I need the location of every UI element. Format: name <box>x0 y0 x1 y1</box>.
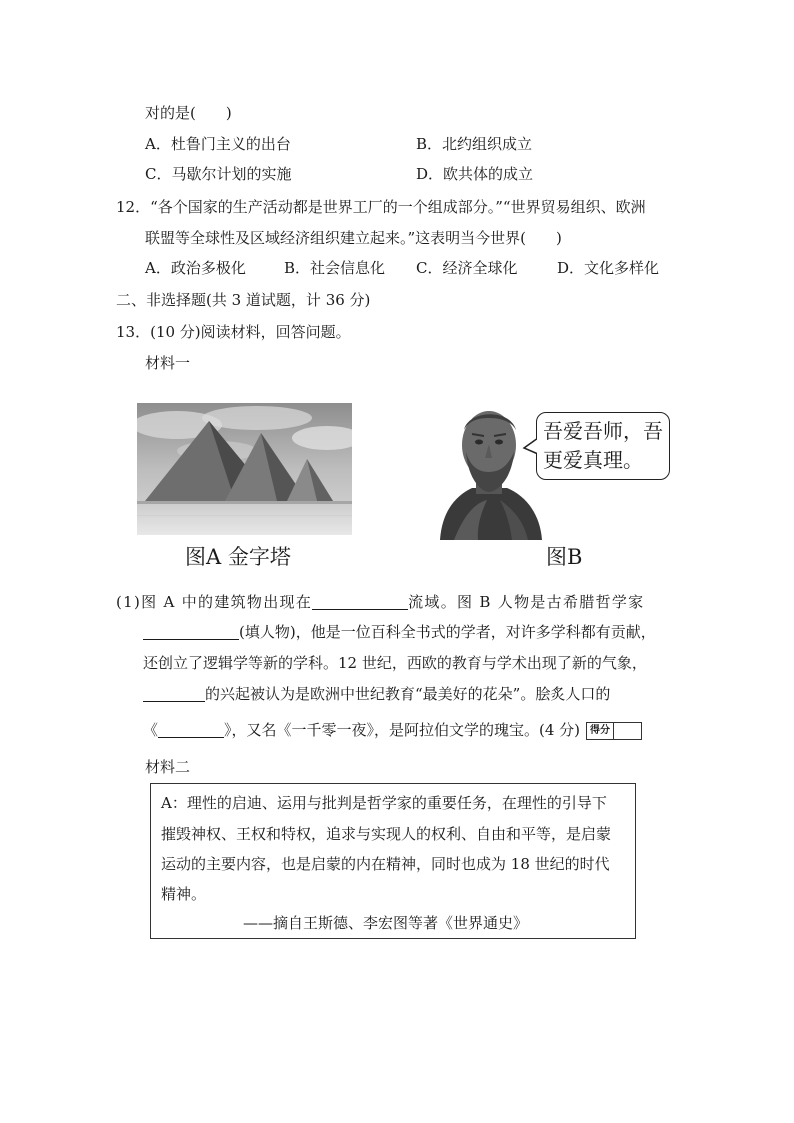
q12-option-d[interactable]: D．文化多样化 <box>557 259 660 277</box>
q11-stem-tail: 对的是( ) <box>145 104 232 122</box>
q11-option-b[interactable]: B．北约组织成立 <box>416 135 533 153</box>
speech-bubble <box>536 412 670 480</box>
part1-line1 <box>116 592 645 612</box>
score-box-label: 得分 <box>587 723 614 739</box>
q12-stem-line1: 12．“各个国家的生产活动都是世界工厂的一个组成部分。”“世界贸易组织、欧洲 <box>116 198 646 216</box>
part1-line2 <box>143 622 656 642</box>
figure-b-caption: 图B <box>546 545 583 569</box>
speech-bubble-text: 吾爱吾师，吾更爱真理。 <box>543 419 663 472</box>
score-box[interactable] <box>586 722 642 740</box>
q12-option-b[interactable]: B．社会信息化 <box>284 259 386 277</box>
quote-line3: 运动的主要内容，也是启蒙的内在精神，同时也成为 18 世纪的时代 <box>161 855 610 873</box>
answer-blank-university[interactable] <box>143 685 205 702</box>
quote-line4: 精神。 <box>161 885 207 903</box>
part1-line5-a: 《 <box>143 721 159 739</box>
material2-quote-box <box>150 783 636 939</box>
part1-line4-text: 的兴起被认为是欧洲中世纪教育“最美好的花朵”。脍炙人口的 <box>205 685 611 703</box>
q11-option-a[interactable]: A．杜鲁门主义的出台 <box>145 135 291 153</box>
quote-source: ——摘自王斯德、李宏图等著《世界通史》 <box>243 914 529 932</box>
q12-option-a[interactable]: A．政治多极化 <box>145 259 246 277</box>
material2-label: 材料二 <box>145 758 191 776</box>
q12-option-c[interactable]: C．经济全球化 <box>416 259 518 277</box>
part1-line5-b: 》，又名《一千零一夜》，是阿拉伯文学的瑰宝。(4 分) <box>224 721 581 739</box>
quote-line1: A：理性的启迪、运用与批判是哲学家的重要任务，在理性的引导下 <box>161 794 607 812</box>
q11-option-c[interactable]: C．马歇尔计划的实施 <box>145 165 292 183</box>
q13-stem: 13．(10 分)阅读材料，回答问题。 <box>116 323 351 341</box>
answer-blank-river[interactable] <box>312 593 408 610</box>
figure-a-caption: 图A 金字塔 <box>185 545 291 569</box>
q12-stem-line2: 联盟等全球性及区域经济组织建立起来。”这表明当今世界( ) <box>145 229 562 247</box>
part1-line4 <box>143 684 610 704</box>
philosopher-bust-image <box>432 400 547 540</box>
part1-line5 <box>143 720 642 740</box>
answer-blank-philosopher[interactable] <box>143 623 239 640</box>
part1-line3: 还创立了逻辑学等新的学科。12 世纪，西欧的教育与学术出现了新的气象， <box>143 654 647 672</box>
speech-bubble-tail <box>522 436 542 458</box>
material1-label: 材料一 <box>145 354 191 372</box>
part1-line2-text: (填人物)，他是一位百科全书式的学者，对许多学科都有贡献， <box>239 623 656 641</box>
quote-line2: 摧毁神权、王权和特权，追求与实现人的权利、自由和平等，是启蒙 <box>161 825 612 843</box>
section-heading: 二、非选择题(共 3 道试题，计 36 分) <box>116 291 371 309</box>
q11-option-d[interactable]: D．欧共体的成立 <box>416 165 534 183</box>
part1-line1-b: 流域。图 B 人物是古希腊哲学家 <box>408 593 645 611</box>
answer-blank-book[interactable] <box>158 721 224 738</box>
pyramids-photo <box>137 403 352 535</box>
part1-line1-a: (1)图 A 中的建筑物出现在 <box>116 593 313 611</box>
